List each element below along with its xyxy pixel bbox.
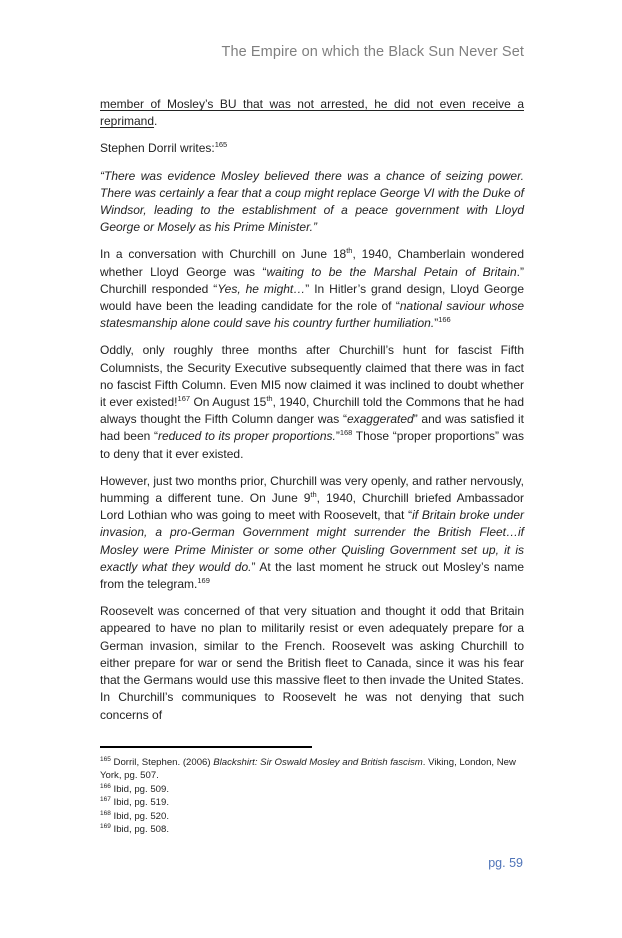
paragraph-chamberlain: In a conversation with Churchill on June 18th, 1940, Chamberlain wondered whether Lloyd George was “waiting to be the Marshal Petain of Britain.” Churchill responded “Yes, he might…” In Hitler’s grand design, Lloyd George would have been the leading candidate for the role of “national saviour whose statesmanship alone could save his country further humiliation.”$^{166}$ — [100, 246, 525, 331]
body-text — [100, 96, 524, 734]
paragraph-continuation: member of Mosley’s BU that was not arrested, he did not even receive a reprimand. — [100, 97, 524, 129]
cited-book-title: Blackshirt: Sir Oswald Mosley and British fascism — [213, 757, 423, 768]
footnote-167: $^{167}$ Ibid, pg. 519. — [100, 796, 169, 809]
footnote-ref[interactable]: 165 — [214, 140, 228, 150]
paragraph-fifth-column: Oddly, only roughly three months after Churchill’s hunt for fascist Fifth Columnists, the Security Executive subsequently claimed that there was in fact no fascist Fifth Column. Even MI5 now claimed it was inclined to doubt whether it ever existed!$^{167}$ On August 15th, 1940, Churchill told the Commons that he had always thought the Fifth Column danger was “exaggerated” and was satisfied it had been “reduced to its proper proportions.”$^{168}$ Those “proper proportions” was to deny that it ever existed. — [100, 343, 525, 461]
paragraph-dorril-intro: Stephen Dorril writes:$^{165}$ — [100, 140, 228, 156]
footnote-separator — [100, 746, 312, 748]
footnote-ref[interactable]: 169 — [197, 576, 210, 586]
running-header: The Empire on which the Black Sun Never Set — [221, 44, 524, 60]
paragraph-lothian: However, just two months prior, Churchill was very openly, and rather nervously, humming a different tune. On June 9th, 1940, Churchill briefed Ambassador Lord Lothian who was going to meet with Roosevelt, that “if Britain broke under invasion, a pro-German Government might surrender the British Fleet…if Mosley were Prime Minister or some other Quisling Government set up, it is exactly what they would do.” At the last moment he struck out Mosley’s name from the telegram.$^{169}$ — [100, 473, 525, 592]
footnote-165: $^{165}$ Dorril, Stephen. (2006) Blackshirt: Sir Oswald Mosley and British fascism. Viking, London, New York, pg. 507. — [100, 755, 516, 782]
footnote-ref[interactable]: 168 — [339, 428, 353, 438]
footnote-ref[interactable]: 167 — [177, 394, 191, 404]
paragraph-roosevelt: Roosevelt was concerned of that very situation and thought it odd that Britain appeared to have no plan to militarily resist or even adequately prepare for a German invasion, similar to the French. Roosevelt was asking Churchill to either prepare for war or send the British fleet to Canada, since it was his fear that the Germans would use this massive fleet to then invade the United States. In Churchill’s communiques to Roosevelt he was not denying that such concerns of — [100, 604, 524, 722]
footnote-166: $^{166}$ Ibid, pg. 509. — [100, 782, 169, 795]
footnotes — [100, 756, 524, 836]
page-number: pg. 59 — [488, 856, 523, 870]
footnote-169: $^{169}$ Ibid, pg. 508. — [100, 822, 169, 836]
underlined-text: member of Mosley’s BU that was not arrested, he did not even receive a reprimand — [100, 97, 524, 129]
footnote-168: $^{168}$ Ibid, pg. 520. — [100, 809, 169, 822]
footnote-ref[interactable]: 166 — [438, 315, 451, 325]
block-quote: “There was evidence Mosley believed there was a chance of seizing power. There was certainly a fear that a coup might replace George VI with the Duke of Windsor, leading to the establishment of a peace government with Lloyd George or Mosely as his Prime Minister.” — [100, 168, 524, 235]
